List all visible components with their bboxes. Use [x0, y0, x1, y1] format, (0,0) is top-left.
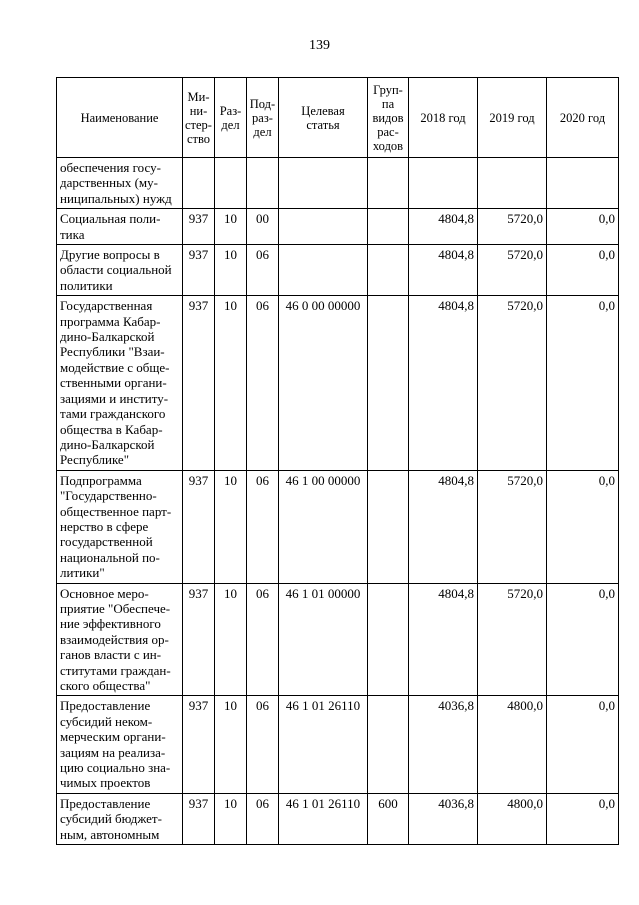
header-section: Раз- дел: [215, 78, 247, 158]
cell-ministry: 937: [183, 296, 215, 470]
cell-target: [279, 209, 368, 245]
cell-2020: 0,0: [547, 583, 619, 696]
cell-2018: 4804,8: [409, 583, 478, 696]
cell-name: Государственная программа Кабар- дино-Балкарской Республики "Взаи- модействие с обще- ственными органи- зациями и институ- тами гражданского общества в Кабар- дино-Балкарской Республике": [57, 296, 183, 470]
cell-2019: 5720,0: [478, 245, 547, 296]
header-ministry: Ми- ни- стер- ство: [183, 78, 215, 158]
cell-ministry: 937: [183, 245, 215, 296]
cell-ministry: 937: [183, 470, 215, 583]
cell-2020: 0,0: [547, 470, 619, 583]
cell-group: [368, 470, 409, 583]
cell-section: 10: [215, 583, 247, 696]
cell-group: 600: [368, 793, 409, 844]
cell-subsection: [247, 158, 279, 209]
cell-subsection: 06: [247, 470, 279, 583]
cell-2019: [478, 158, 547, 209]
cell-group: [368, 296, 409, 470]
header-subsection: Под- раз- дел: [247, 78, 279, 158]
cell-2018: [409, 158, 478, 209]
cell-group: [368, 209, 409, 245]
cell-2018: 4804,8: [409, 470, 478, 583]
cell-target: 46 1 01 26110: [279, 793, 368, 844]
header-name: Наименование: [57, 78, 183, 158]
cell-subsection: 06: [247, 296, 279, 470]
cell-group: [368, 696, 409, 793]
cell-name: Основное меро- приятие "Обеспече- ние эффективного взаимодействия ор- ганов власти с ин- ститутами граждан- ского общества": [57, 583, 183, 696]
table-row: [57, 793, 619, 844]
table-row: [57, 583, 619, 696]
table-row: [57, 209, 619, 245]
cell-2018: 4036,8: [409, 696, 478, 793]
cell-name: Социальная поли- тика: [57, 209, 183, 245]
cell-2018: 4804,8: [409, 296, 478, 470]
cell-2020: 0,0: [547, 696, 619, 793]
header-group: Груп- па видов рас- ходов: [368, 78, 409, 158]
cell-2019: 4800,0: [478, 793, 547, 844]
cell-target: [279, 245, 368, 296]
cell-group: [368, 245, 409, 296]
cell-ministry: 937: [183, 696, 215, 793]
cell-2020: 0,0: [547, 209, 619, 245]
cell-section: 10: [215, 470, 247, 583]
cell-2019: 5720,0: [478, 296, 547, 470]
budget-table: [56, 77, 619, 845]
cell-2019: 5720,0: [478, 470, 547, 583]
header-2018: 2018 год: [409, 78, 478, 158]
cell-subsection: 06: [247, 793, 279, 844]
table-row: [57, 245, 619, 296]
cell-section: [215, 158, 247, 209]
header-target: Целевая статья: [279, 78, 368, 158]
cell-subsection: 06: [247, 696, 279, 793]
cell-section: 10: [215, 296, 247, 470]
cell-target: 46 1 00 00000: [279, 470, 368, 583]
table-body: [57, 158, 619, 845]
cell-name: Другие вопросы в области социальной политики: [57, 245, 183, 296]
page-number: 139: [309, 38, 330, 53]
cell-subsection: 00: [247, 209, 279, 245]
cell-section: 10: [215, 696, 247, 793]
cell-target: 46 1 01 26110: [279, 696, 368, 793]
header-2019: 2019 год: [478, 78, 547, 158]
cell-2018: 4804,8: [409, 245, 478, 296]
cell-name: обеспечения госу- дарственных (му- ниципальных) нужд: [57, 158, 183, 209]
table-row: [57, 470, 619, 583]
cell-name: Подпрограмма "Государственно- общественное парт- нерство в сфере государственной национальной по- литики": [57, 470, 183, 583]
header-row: [57, 78, 619, 158]
cell-target: 46 1 01 00000: [279, 583, 368, 696]
cell-target: 46 0 00 00000: [279, 296, 368, 470]
table-row: [57, 296, 619, 470]
cell-2020: 0,0: [547, 793, 619, 844]
cell-2018: 4804,8: [409, 209, 478, 245]
cell-2019: 5720,0: [478, 209, 547, 245]
cell-ministry: 937: [183, 583, 215, 696]
cell-section: 10: [215, 209, 247, 245]
table-row: [57, 158, 619, 209]
cell-2020: 0,0: [547, 245, 619, 296]
table-row: [57, 696, 619, 793]
cell-name: Предоставление субсидий неком- мерческим органи- зациям на реализа- цию социально зна- чимых проектов: [57, 696, 183, 793]
header-2020: 2020 год: [547, 78, 619, 158]
cell-ministry: 937: [183, 793, 215, 844]
cell-group: [368, 583, 409, 696]
cell-subsection: 06: [247, 245, 279, 296]
cell-ministry: 937: [183, 209, 215, 245]
cell-section: 10: [215, 793, 247, 844]
cell-section: 10: [215, 245, 247, 296]
cell-2019: 5720,0: [478, 583, 547, 696]
cell-2020: 0,0: [547, 296, 619, 470]
cell-name: Предоставление субсидий бюджет- ным, автономным: [57, 793, 183, 844]
cell-group: [368, 158, 409, 209]
cell-subsection: 06: [247, 583, 279, 696]
cell-ministry: [183, 158, 215, 209]
cell-2020: [547, 158, 619, 209]
cell-2018: 4036,8: [409, 793, 478, 844]
cell-2019: 4800,0: [478, 696, 547, 793]
cell-target: [279, 158, 368, 209]
